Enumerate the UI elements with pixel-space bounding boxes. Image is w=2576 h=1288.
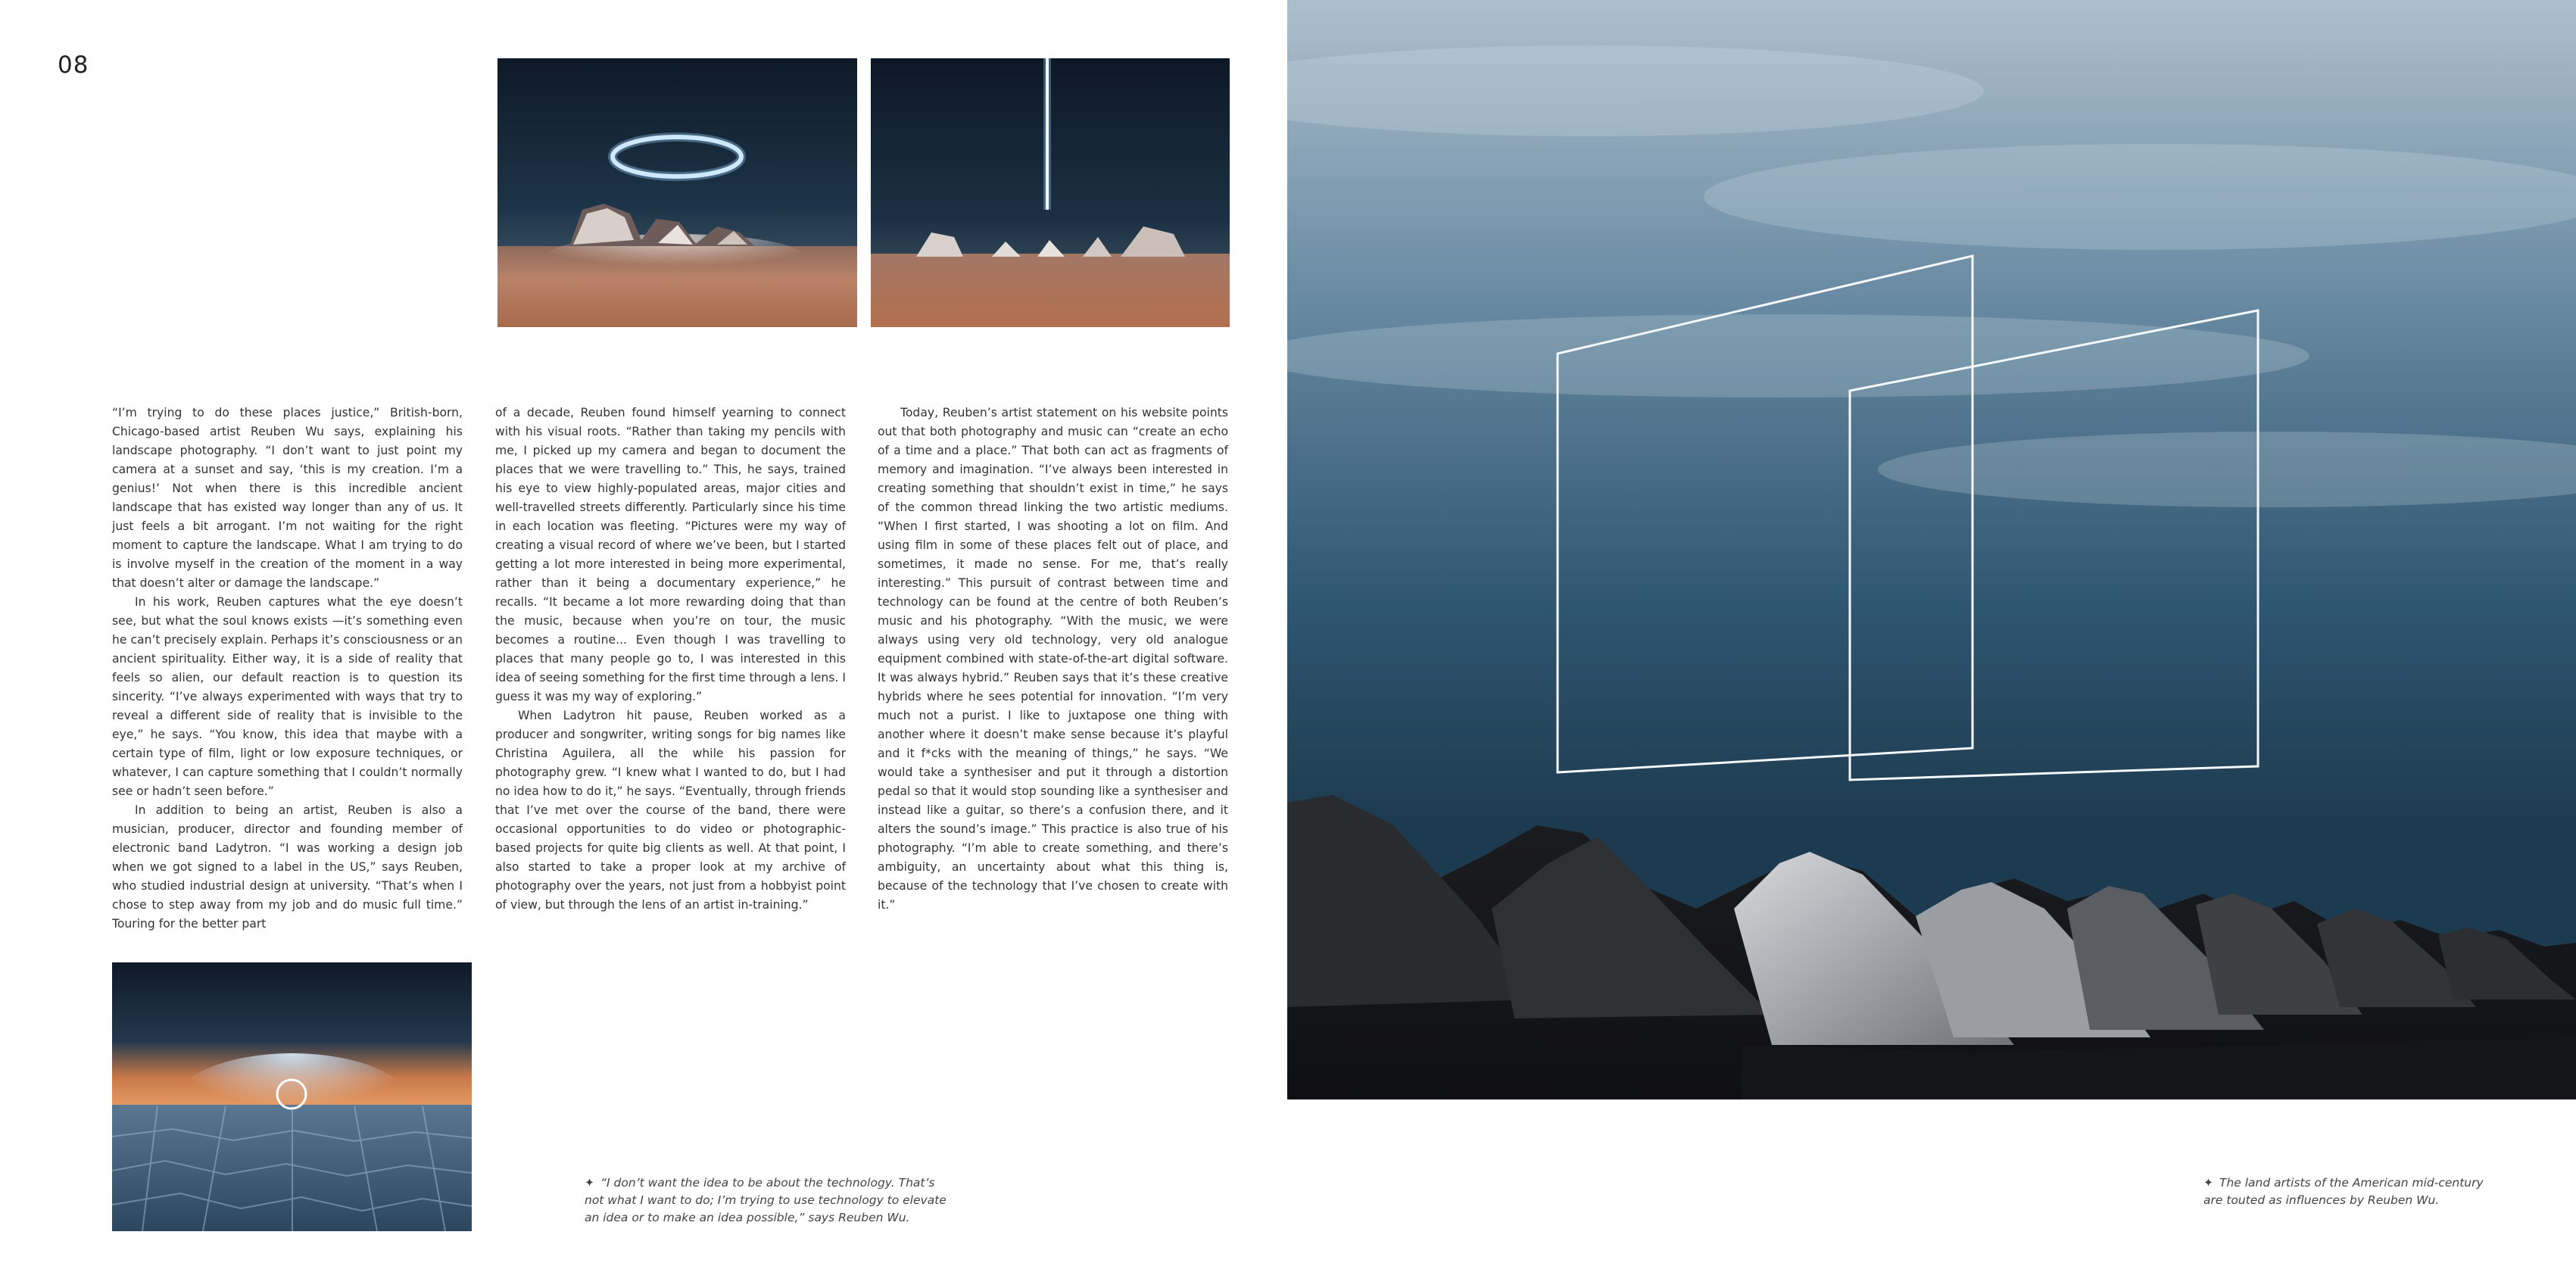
caption-marker: ✦	[2203, 1176, 2213, 1190]
body-column-2	[495, 404, 846, 915]
body-column-3	[878, 404, 1228, 915]
caption-text: The land artists of the American mid-century are touted as influences by Reuben Wu.	[2203, 1176, 2484, 1207]
photo-salt-flat	[112, 962, 472, 1231]
photo-light-beam	[871, 58, 1230, 327]
photo-light-ring	[497, 58, 857, 327]
caption-left	[585, 1174, 948, 1227]
body-paragraph: When Ladytron hit pause, Reuben worked as a producer and songwriter, writing songs for big names like Christina Aguilera, all the while his passion for photography grew. “I knew what I wanted to do, but I had no idea how to do it,” he says. “Eventually, through friends that I’ve met over the course of the band, there were occasional opportunities to do video or photographic-based projects for quite big clients as well. At that point, I also started to take a proper look at my archive of photography over the years, not just from a hobbyist point of view, but through the lens of an artist in-training.”	[495, 709, 846, 912]
body-paragraph: “I’m trying to do these places justice,” British-born, Chicago-based artist Reuben Wu says, explaining his landscape photography. “I don’t want to just point my camera at a sunset and say, ‘this is my creation. I’m a genius!’ Not when there is this incredible ancient landscape that has existed way longer than any of us. It just feels a bit arrogant. I’m not waiting for the right moment to capture the landscape. What I am trying to do is involve myself in the creation of the moment in a way that doesn’t alter or damage the landscape.”	[112, 406, 463, 590]
caption-text: “I don’t want the idea to be about the technology. That’s not what I want to do; I’m trying to use technology to elevate an idea or to make an idea possible,” says Reuben Wu.	[585, 1176, 947, 1224]
body-paragraph: Today, Reuben’s artist statement on his website points out that both photography and music can “create an echo of a time and a place.” That both can act as fragments of memory and imagination. “I’ve always been interested in creating something that shouldn’t exist in time,” he says of the common thread linking the two artistic mediums. “When I first started, I was shooting a lot on film. And using film in some of these places felt out of place, and sometimes, it made no sense. For me, that’s really interesting.” This pursuit of contrast between time and technology can be found at the centre of both Reuben’s music and his photography. “With the music, we were always using very old technology, very old analogue equipment combined with state-of-the-art digital software. It was always hybrid.” Reuben says that it’s these creative hybrids where he sees potential for innovation. “I’m very much not a purist. I like to juxtapose one thing with another where it doesn’t make sense because it’s playful and it f*cks with the meaning of things,” he says. “We would take a synthesiser and put it through a distortion pedal so that it would stop sounding like a synthesiser and instead like a guitar, so there’s a confusion there, and it alters the sound’s image.” This practice is also true of his photography. “I’m able to create something, and there’s ambiguity, an uncertainty about what this thing is, because of the technology that I’ve chosen to create with it.”	[878, 406, 1228, 912]
caption-right	[2203, 1174, 2491, 1209]
page-number: 08	[58, 51, 89, 79]
photo-lit-hills	[1287, 0, 2576, 1099]
body-column-1	[112, 404, 463, 934]
caption-marker: ✦	[585, 1176, 594, 1190]
body-paragraph: In his work, Reuben captures what the eye doesn’t see, but what the soul knows exists —it’s something even he can’t precisely explain. Perhaps it’s consciousness or an ancient spirituality. Either way, it is a side of reality that feels so alien, our default reaction is to question its sincerity. “I’ve always experimented with ways that try to reveal a different side of reality that is invisible to the eye,” he says. “You know, this idea that maybe with a certain type of film, light or low exposure techniques, or whatever, I can capture something that I couldn’t normally see or hadn’t seen before.”	[112, 595, 463, 798]
body-paragraph: of a decade, Reuben found himself yearning to connect with his visual roots. “Rather than taking my pencils with me, I picked up my camera and began to document the places that we were travelling to.” This, he says, trained his eye to view highly-populated areas, major cities and well-travelled streets differently. Particularly since his time in each location was fleeting. “Pictures were my way of creating a visual record of where we’ve been, but I started getting a lot more interested in being more experimental, rather than it being a documentary experience,” he recalls. “It became a lot more rewarding doing that than the music, because when you’re on tour, the music becomes a routine... Even though I was travelling to places that many people go to, I was interested in this idea of seeing something for the first time through a lens. I guess it was my way of exploring.”	[495, 406, 846, 703]
body-paragraph: In addition to being an artist, Reuben is also a musician, producer, director and founding member of electronic band Ladytron. “I was working a design job when we got signed to a label in the US,” says Reuben, who studied industrial design at university. “That’s when I chose to step away from my job and do music full time.” Touring for the better part	[112, 803, 463, 931]
